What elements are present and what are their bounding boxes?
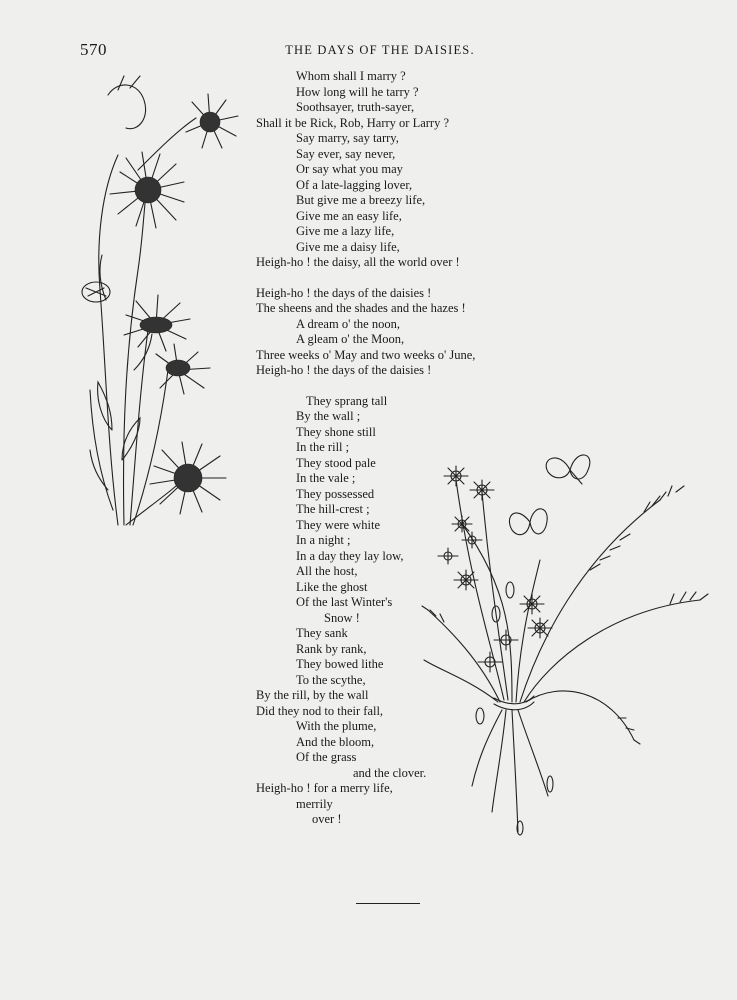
poem-line: In the vale ; (296, 471, 356, 485)
poem-line: Snow ! (324, 610, 360, 625)
poem-line: A gleam o' the Moon, (296, 332, 405, 346)
poem-line: Of the grass (296, 750, 357, 764)
poem-line: Rank by rank, (296, 641, 367, 656)
poem-line: In the rill ; (296, 440, 350, 454)
poem-line: All the host, (296, 564, 358, 578)
poem-line: Soothsayer, truth-sayer, (296, 100, 415, 114)
poem-line: In a night ; (296, 533, 351, 547)
poem-line: But give me a breezy life, (296, 193, 426, 207)
daisy-bud-1 (108, 76, 146, 129)
poem-line: They were white (296, 517, 380, 532)
poem-line: Did they nod to their fall, (256, 703, 384, 718)
poem-line: Heigh-ho ! the days of the daisies ! (256, 285, 432, 300)
butterfly-1 (546, 455, 590, 484)
poem-line: They possessed (296, 486, 375, 501)
poem-line: Of the last Winter's (296, 595, 393, 609)
poem-line: And the bloom, (296, 734, 375, 749)
poem-line: Whom shall I marry ? (296, 69, 406, 83)
poem-line: To the scythe, (296, 672, 366, 687)
poem-line: How long will he tarry ? (296, 84, 419, 99)
daisy-flower-1 (110, 152, 184, 228)
poem-line: Of a late-lagging lover, (296, 177, 413, 192)
poem-line: They sprang tall (306, 393, 388, 408)
poem-line: The sheens and the shades and the hazes ! (256, 301, 466, 315)
poem-line: By the rill, by the wall (256, 688, 369, 702)
closing-rule (356, 903, 420, 904)
poem-line: By the wall ; (296, 409, 361, 423)
poem-line: merrily (296, 796, 333, 811)
poem-line: They sank (296, 626, 348, 640)
poem-line: Or say what you may (296, 162, 403, 176)
poem-line: In a day they lay low, (296, 548, 404, 563)
poem-line: Give me a daisy life, (296, 239, 400, 254)
page-number: 570 (80, 40, 107, 59)
poem-line: Give me a lazy life, (296, 224, 395, 238)
poem-line: Like the ghost (296, 579, 368, 594)
poem-line: Heigh-ho ! for a merry life, (256, 781, 393, 795)
poem-line: over ! (312, 812, 342, 826)
poem-line: They shone still (296, 424, 376, 439)
poem-line: The hill-crest ; (296, 502, 370, 516)
poem-line: With the plume, (296, 719, 377, 733)
poem-line: They bowed lithe (296, 657, 384, 671)
daisy-flower-2 (186, 94, 238, 148)
daisy-bud-2 (82, 282, 110, 302)
butterfly-2 (509, 509, 547, 535)
poem-line: A dream o' the noon, (296, 316, 400, 331)
poem-line: Heigh-ho ! the days of the daisies ! (256, 363, 432, 377)
poem-line: and the clover. (353, 765, 427, 780)
poem-line: Say marry, say tarry, (296, 131, 399, 145)
poem-line: Shall it be Rick, Rob, Harry or Larry ? (256, 115, 450, 130)
running-head: THE DAYS OF THE DAISIES. (285, 43, 475, 57)
poem-line: Three weeks o' May and two weeks o' June, (256, 347, 476, 362)
poem-line: Heigh-ho ! the daisy, all the world over ! (256, 255, 460, 269)
poem-line: Give me an easy life, (296, 208, 402, 223)
daisy-flower-5 (150, 442, 226, 514)
daisy-flower-4 (156, 344, 210, 394)
poem (256, 69, 475, 828)
poem-line: Say ever, say never, (296, 146, 396, 161)
daisy-stems-illustration (78, 70, 258, 540)
poem-line: They stood pale (296, 455, 376, 470)
